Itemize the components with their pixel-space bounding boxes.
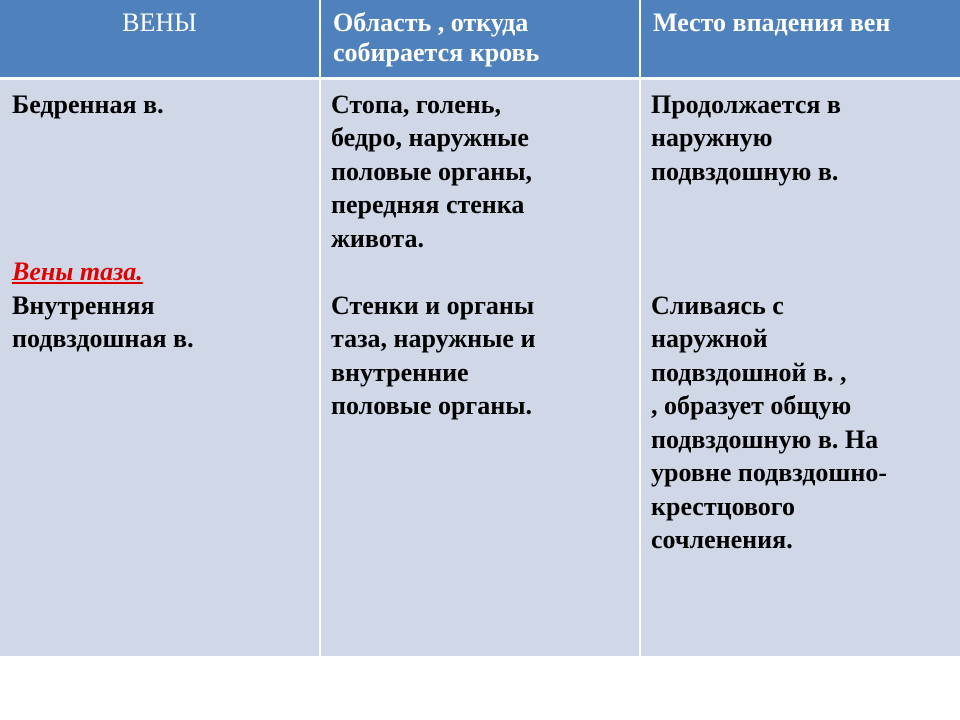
area-internal-iliac-line: Стенки и органы [331,290,535,320]
drain-internal-iliac-line: сочленения. [651,525,793,554]
spacer [12,155,311,189]
area-femoral-line: Стопа, голень, [331,89,502,119]
header-veins [0,0,320,78]
drain-femoral-line: подвздошную в. [651,156,839,186]
spacer [12,222,311,256]
drain-internal-iliac-line: уровне подвздошно- [651,458,888,487]
spacer [651,188,952,222]
drain-femoral-line: Продолжается в [651,89,841,119]
vein-internal-iliac-line: Внутренняя [12,290,155,320]
cell-inflow-site [640,78,960,656]
drain-internal-iliac-line: подвздошной в. , [651,357,847,387]
drain-internal-iliac-line: Сливаясь с [651,290,784,320]
drain-internal-iliac-line: , образует общую [651,391,852,420]
cell-veins [0,78,320,656]
drain-internal-iliac-line: крестцового [651,491,795,521]
area-femoral-line: передняя стенка [331,190,525,219]
section-title-pelvic-veins: Вены таза. [12,257,143,286]
cell-drainage-area [320,78,640,656]
area-femoral-line: живота. [331,223,424,253]
area-internal-iliac-line: внутренние [331,357,469,387]
header-drainage-area [320,0,640,78]
spacer [651,255,952,289]
spacer [651,222,952,256]
spacer [12,121,311,155]
area-femoral-line: половые органы, [331,156,533,186]
header-veins-text: ВЕНЫ [122,8,197,37]
area-internal-iliac-line: таза, наружные и [331,324,536,353]
header-drainage-area-line: собирается кровь [333,38,540,67]
vein-femoral: Бедренная в. [12,89,164,119]
area-internal-iliac-line: половые органы. [331,391,533,420]
header-row [0,0,960,78]
area-femoral-line: бедро, наружные [331,123,529,152]
spacer [331,255,631,289]
header-inflow-site-text: Место впадения вен [653,8,891,37]
drain-internal-iliac-line: подвздошную в. На [651,424,879,454]
drain-femoral-line: наружную [651,123,773,152]
header-inflow-site [640,0,960,78]
spacer [12,188,311,222]
drain-internal-iliac-line: наружной [651,324,768,353]
table-row [0,78,960,656]
header-drainage-area-line: Область , откуда [333,8,529,37]
vein-internal-iliac-line: подвздошная в. [12,324,194,353]
